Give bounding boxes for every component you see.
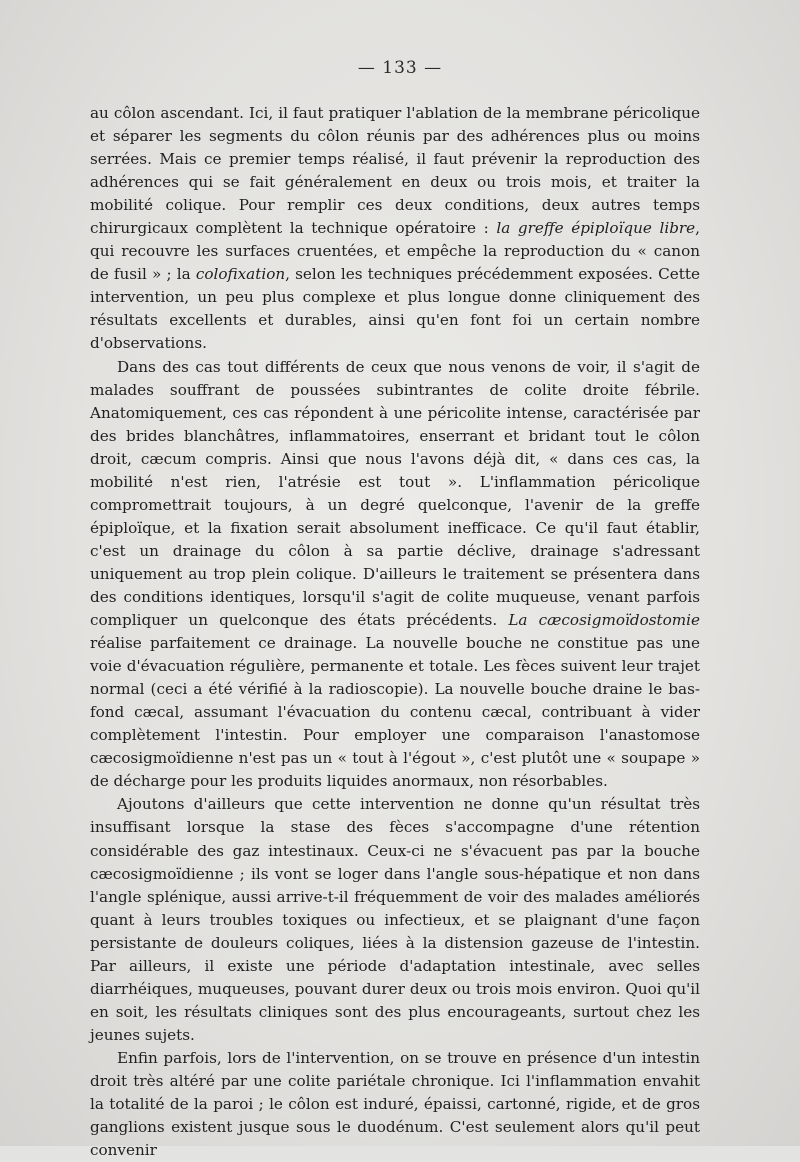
text-run: , qui recouvre les surfaces cruentées, et empêche la reproduction du « canon de fusil » ; la xyxy=(90,219,700,284)
text-run: Enfin parfois, lors de l'intervention, on se trouve en présence d'un intestin droit très altéré par une colite pariétale chronique. Ici l'inflammation envahit la totalité de la paroi ; le côlon est induré, épaissi, cartonné, rigide, et de gros ganglions existent jusque sous le duodénum. C'est seulement alors qu'il peut convenir xyxy=(90,1048,700,1160)
text-run: Ajoutons d'ailleurs que cette intervention ne donne qu'un résultat très insuffisant lorsque la stase des fèces s'accompagne d'une rétention considérable des gaz intestinaux. Ceux-ci ne s'évacuent pas par la bouche cæcosigmoïdienne ; ils vont se loger dans l'angle sous-hépatique et non dans l'angle splénique, aussi arrive-t-il fréquemment de voir des malades améliorés quant à leurs troubles toxiques ou infectieux, et se plaignant d'une façon persistante de douleurs coliques, liées à la distension gazeuse de l'intestin. Par ailleurs, il existe une période d'adaptation intestinale, avec selles diarrhéiques, muqueuses, pouvant durer deux ou trois mois environ. Quoi qu'il en soit, les résultats cliniques sont des plus encourageants, surtout chez les jeunes sujets. xyxy=(90,795,700,1044)
text-run: réalise parfaitement ce drainage. La nouvelle bouche ne constitue pas une voie d'évacuation régulière, permanente et totale. Les fèces suivent leur trajet normal (ceci a été vérifié à la radioscopie). La nouvelle bouche draine le bas-fond cæcal, assumant l'évacuation du contenu cæcal, contribuant à vider complètement l'intestin. Pour employer une comparaison l'anastomose cæcosigmoïdienne n'est pas un « tout à l'égout », c'est plutôt une « soupape » de décharge pour les produits liquides anormaux, non résorbables. xyxy=(90,634,700,791)
paragraph-3 xyxy=(90,793,700,1047)
paragraph-4 xyxy=(90,1047,700,1162)
text-run: , selon les techniques précédemment exposées. Cette intervention, un peu plus complexe et plus longue donne cliniquement des résultats excellents et durables, ainsi qu'en font foi un certain nombre d'observations. xyxy=(90,265,700,353)
italic-run: colofixation xyxy=(195,265,286,284)
text-run: au côlon ascendant. Ici, il faut pratiquer l'ablation de la membrane péricolique et séparer les segments du côlon réunis par des adhérences plus ou moins serrées. Mais ce premier temps réalisé, il faut prévenir la reproduction des adhérences qui se fait généralement en deux ou trois mois, et traiter la mobilité colique. Pour remplir ces deux conditions, deux autres temps chirurgicaux complètent la technique opératoire : xyxy=(90,104,700,238)
italic-run: La cæcosigmoïdostomie xyxy=(508,611,700,630)
paragraph-2 xyxy=(90,356,700,794)
text-run: Dans des cas tout différents de ceux que nous venons de voir, il s'agit de malades souffrant de poussées subintrantes de colite droite fébrile. Anatomiquement, ces cas répondent à une péricolite intense, caractérisée par des brides blanchâtres, inflammatoires, enserrant et bridant tout le côlon droit, cæcum compris. Ainsi que nous l'avons déjà dit, « dans ces cas, la mobilité n'est rien, l'atrésie est tout ». L'inflammation péricolique compromettrait toujours, à un degré quelconque, l'avenir de la greffe épiploïque, et la fixation serait absolument inefficace. Ce qu'il faut établir, c'est un drainage du côlon à sa partie déclive, drainage s'adressant uniquement au trop plein colique. D'ailleurs le traitement se présentera dans des conditions identiques, lorsqu'il s'agit de colite muqueuse, venant parfois compliquer un quelconque des états précédents. xyxy=(90,357,700,630)
italic-run: la greffe épiploïque libre xyxy=(496,219,696,238)
page-number: — 133 — xyxy=(357,58,443,78)
paragraph-1 xyxy=(90,102,700,356)
body-text xyxy=(90,102,700,1162)
